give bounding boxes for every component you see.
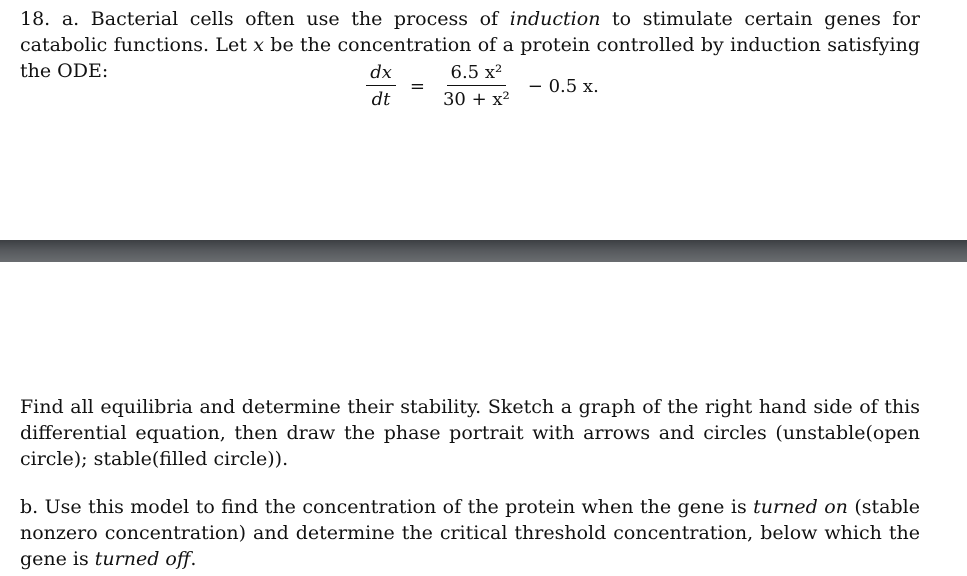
- part-b-text-2: (stable nonzero concentration) and determine the critical threshold concentration, below which the gene is: [20, 496, 920, 570]
- rhs-fraction: [439, 62, 514, 110]
- separator-bar: [0, 240, 967, 262]
- induction-term: induction: [509, 8, 601, 30]
- rhs-denominator: 30 + x²: [442, 89, 510, 110]
- turned-on-term: turned on: [753, 496, 848, 518]
- intro-text-3: be the concentration of a protein controlled by induction satisfying the ODE:: [20, 34, 920, 82]
- part-a-task: Find all equilibria and determine their stability. Sketch a graph of the right hand side of this differential equation, then draw the phase portrait with arrows and circles (unstable(open circle); stable(filled circle)).: [20, 396, 920, 470]
- intro-text-1: 18. a. Bacterial cells often use the process of: [20, 8, 510, 30]
- part-b-text-3: .: [190, 548, 197, 570]
- derivative-denominator: dt: [371, 89, 391, 110]
- derivative-numerator: dx: [366, 62, 396, 86]
- part-b: [20, 494, 920, 572]
- equals-sign: =: [409, 75, 425, 97]
- intro-text-2: to stimulate certain genes for catabolic functions. Let: [20, 8, 920, 56]
- part-b-text-1: b. Use this model to find the concentration of the protein when the gene is: [20, 496, 754, 518]
- equation-tail: − 0.5 x.: [527, 75, 599, 97]
- rhs-numerator: 6.5 x²: [447, 62, 507, 86]
- derivative-fraction: [366, 62, 396, 110]
- turned-off-term: turned off: [94, 548, 191, 570]
- ode-equation: [0, 62, 967, 110]
- variable-x: x: [253, 34, 264, 56]
